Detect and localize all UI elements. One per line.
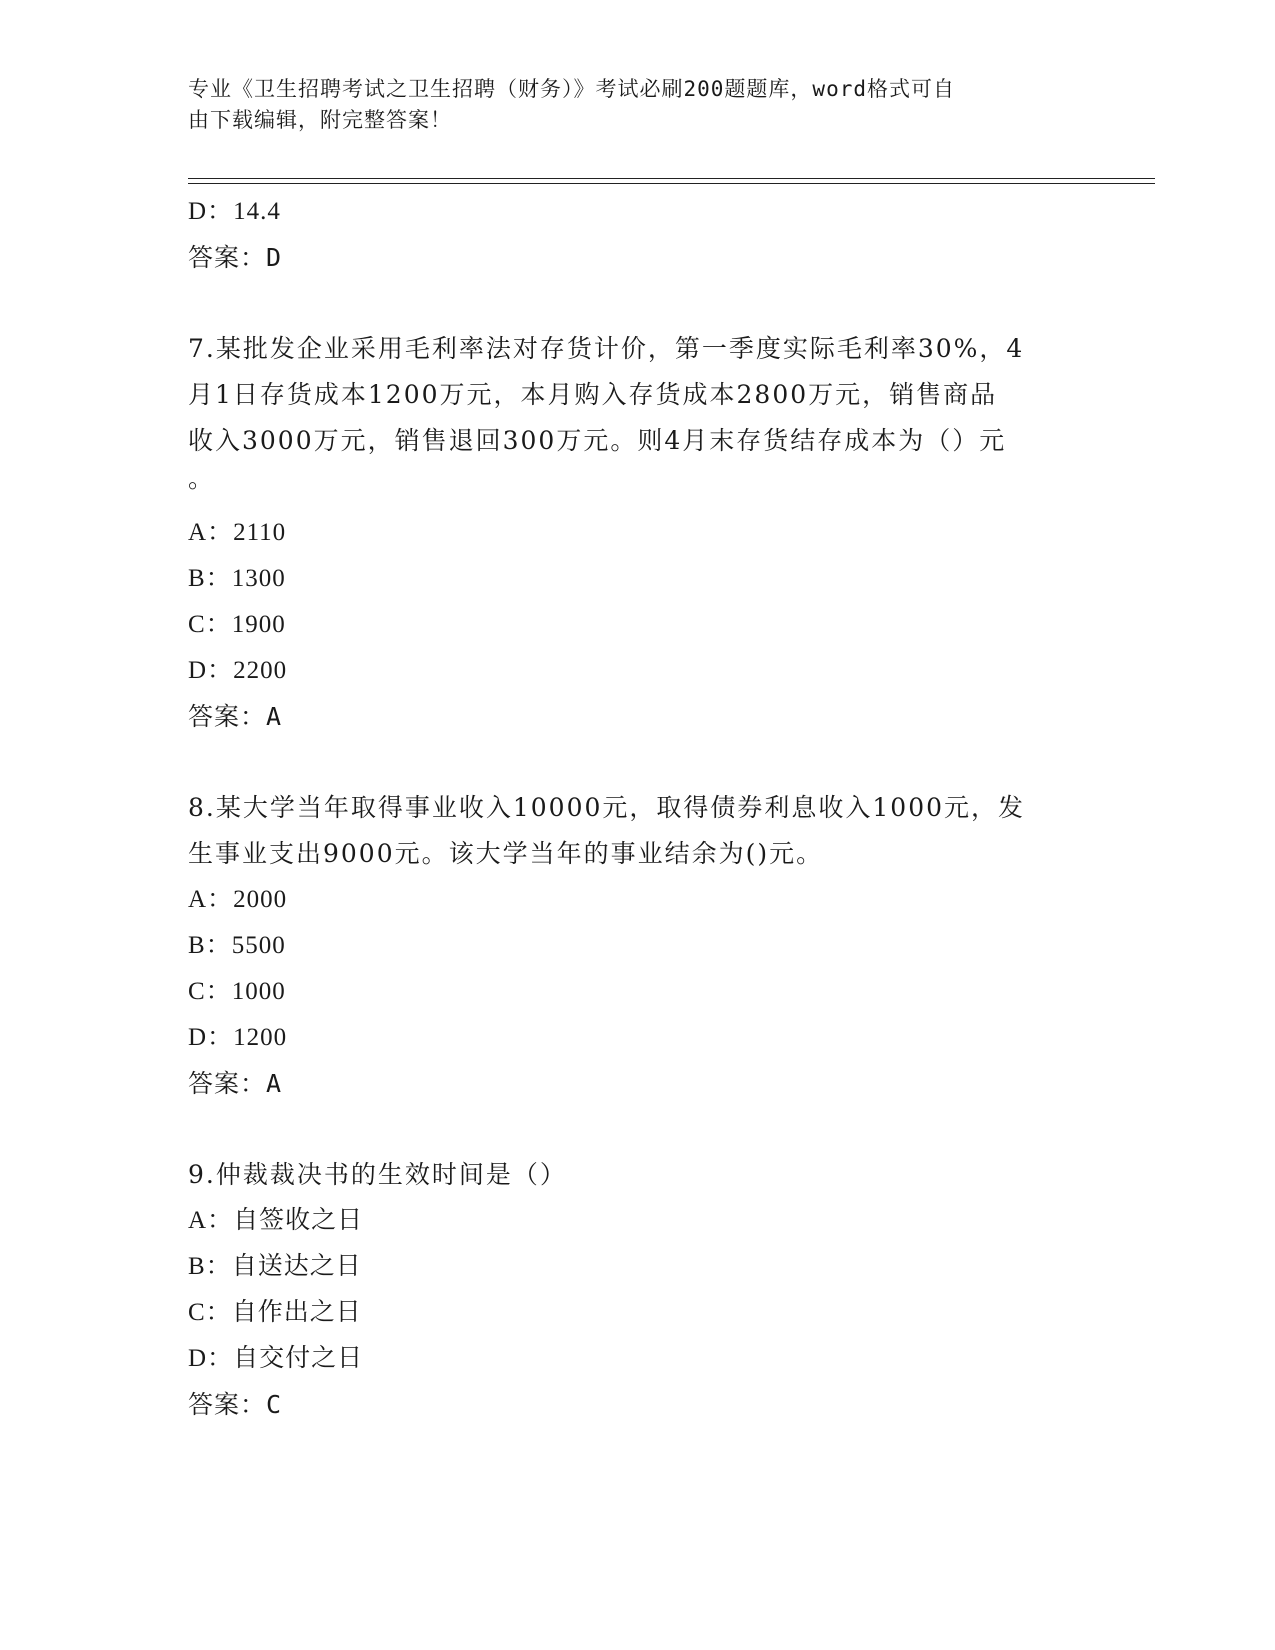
option-a — [188, 877, 1088, 923]
option-c — [188, 602, 1088, 648]
question-text-tail: 。 — [188, 464, 214, 493]
option-text: 14.4 — [233, 198, 281, 225]
answer-label: 答案： — [188, 702, 267, 731]
answer-label: 答案： — [188, 1069, 267, 1098]
question-8 — [188, 785, 1088, 1107]
option-c — [188, 969, 1088, 1015]
option-letter: D： — [188, 1024, 234, 1051]
option-letter: C： — [188, 1299, 232, 1326]
option-text: 1000 — [231, 978, 286, 1005]
question-9 — [188, 1152, 1088, 1428]
option-text: 1200 — [233, 1024, 288, 1051]
question-text-line: 7.某批发企业采用毛利率法对存货计价，第一季度实际毛利率30%，4 — [188, 334, 1025, 363]
option-d — [188, 1336, 1088, 1382]
question-text-line: 月1日存货成本1200万元，本月购入存货成本2800万元，销售商品 — [188, 380, 998, 409]
option-text: 自送达之日 — [231, 1253, 362, 1280]
prev-question — [188, 189, 1088, 281]
option-d — [188, 189, 1088, 235]
option-text: 2200 — [233, 657, 288, 684]
answer-value: D — [266, 243, 283, 272]
answer-line — [188, 235, 1088, 281]
option-text: 自交付之日 — [233, 1345, 364, 1372]
option-letter: D： — [188, 657, 234, 684]
question-7 — [188, 326, 1088, 740]
option-text: 2000 — [233, 886, 288, 913]
option-text: 1900 — [231, 611, 286, 638]
header-line-2: 由下载编辑，附完整答案！ — [188, 108, 452, 132]
option-text: 5500 — [231, 932, 286, 959]
option-text: 自签收之日 — [233, 1207, 364, 1234]
option-letter: B： — [188, 1253, 232, 1280]
answer-value: A — [266, 702, 283, 731]
option-letter: A： — [188, 886, 234, 913]
answer-line — [188, 694, 1088, 740]
option-b — [188, 923, 1088, 969]
option-b — [188, 1244, 1088, 1290]
option-letter: D： — [188, 198, 234, 225]
header-divider-bottom — [188, 183, 1155, 184]
answer-label: 答案： — [188, 243, 267, 272]
option-a — [188, 1198, 1088, 1244]
answer-line — [188, 1382, 1088, 1428]
answer-value: A — [266, 1069, 283, 1098]
option-letter: A： — [188, 1207, 234, 1234]
option-letter: B： — [188, 932, 232, 959]
option-d — [188, 648, 1088, 694]
option-letter: D： — [188, 1345, 234, 1372]
option-text: 1300 — [231, 565, 286, 592]
option-letter: B： — [188, 565, 232, 592]
question-text-line: 生事业支出9000元。该大学当年的事业结余为()元。 — [188, 839, 824, 868]
answer-label: 答案： — [188, 1390, 267, 1419]
option-a — [188, 510, 1088, 556]
option-b — [188, 556, 1088, 602]
answer-value: C — [266, 1390, 283, 1419]
answer-line — [188, 1061, 1088, 1107]
option-c — [188, 1290, 1088, 1336]
option-letter: A： — [188, 519, 234, 546]
option-text: 2110 — [233, 519, 287, 546]
document-body — [188, 189, 1088, 1428]
option-letter: C： — [188, 978, 232, 1005]
header-divider-top — [188, 178, 1155, 179]
option-d — [188, 1015, 1088, 1061]
header-line-1: 专业《卫生招聘考试之卫生招聘（财务）》考试必刷200题题库，word格式可自 — [188, 77, 955, 101]
document-header — [188, 74, 1068, 136]
question-text-line: 9.仲裁裁决书的生效时间是（） — [188, 1160, 567, 1189]
option-letter: C： — [188, 611, 232, 638]
option-text: 自作出之日 — [231, 1299, 362, 1326]
question-text-line: 8.某大学当年取得事业收入10000元，取得债券利息收入1000元，发 — [188, 793, 1026, 822]
question-text-line: 收入3000万元，销售退回300万元。则4月末存货结存成本为（）元 — [188, 426, 1007, 455]
